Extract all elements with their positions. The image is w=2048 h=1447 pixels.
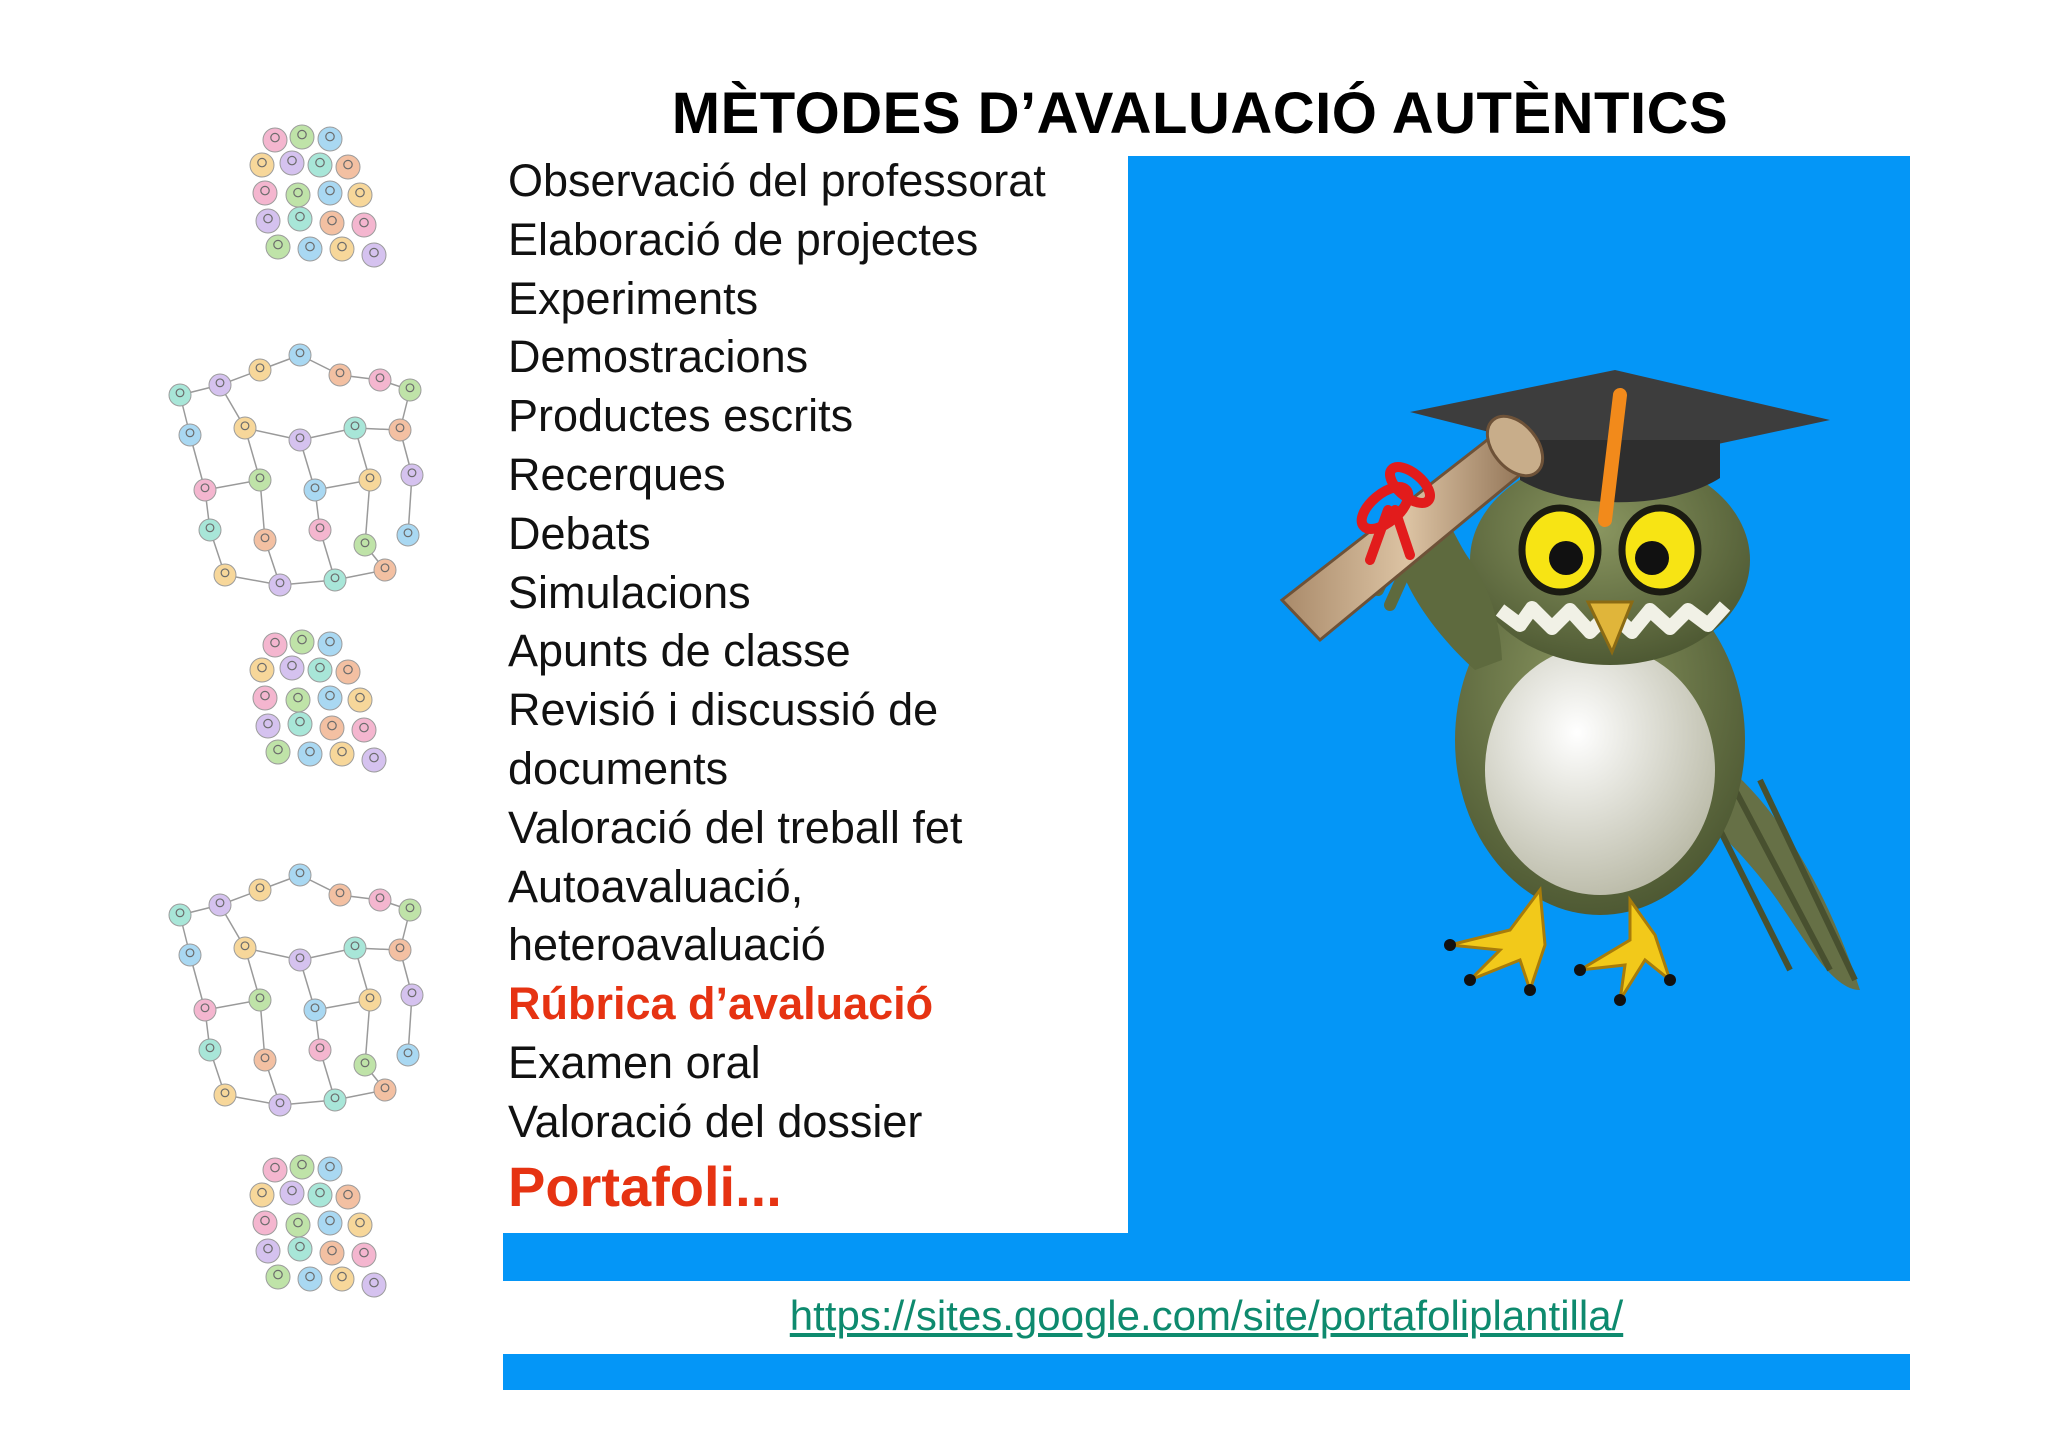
person-bubble	[263, 1158, 287, 1182]
person-bubble	[397, 524, 419, 546]
person-bubble	[352, 213, 376, 237]
people-network-1	[169, 344, 423, 596]
person-bubble	[389, 419, 411, 441]
person-bubble	[352, 718, 376, 742]
person-bubble	[266, 235, 290, 259]
person-bubble	[336, 1185, 360, 1209]
person-bubble	[209, 894, 231, 916]
person-bubble	[169, 904, 191, 926]
person-bubble	[169, 384, 191, 406]
method-item: Simulacions	[508, 566, 751, 618]
person-bubble	[194, 479, 216, 501]
person-bubble	[308, 153, 332, 177]
person-bubble	[330, 1267, 354, 1291]
person-bubble	[194, 999, 216, 1021]
person-bubble	[336, 660, 360, 684]
person-bubble	[397, 1044, 419, 1066]
method-item: Autoavaluació,	[508, 860, 804, 912]
person-bubble	[336, 155, 360, 179]
person-bubble	[330, 742, 354, 766]
person-bubble	[318, 127, 342, 151]
person-bubble	[254, 529, 276, 551]
method-item: Experiments	[508, 272, 759, 324]
method-item-portfolio: Portafoli...	[508, 1154, 782, 1218]
people-network-illustration	[150, 115, 450, 1390]
person-bubble	[362, 243, 386, 267]
person-bubble	[290, 125, 314, 149]
person-bubble	[250, 658, 274, 682]
person-bubble	[320, 211, 344, 235]
method-item: Observació del professorat	[508, 155, 1046, 206]
method-item: Recerques	[508, 448, 726, 500]
assessment-methods-list	[508, 152, 1046, 1222]
person-bubble	[288, 1237, 312, 1261]
graduate-owl-illustration	[1270, 370, 1880, 1020]
person-bubble	[399, 899, 421, 921]
person-bubble	[320, 716, 344, 740]
person-bubble	[308, 658, 332, 682]
people-network-2	[169, 864, 423, 1116]
person-bubble	[286, 183, 310, 207]
person-bubble	[256, 714, 280, 738]
person-bubble	[348, 688, 372, 712]
person-bubble	[344, 937, 366, 959]
owl-belly	[1485, 645, 1715, 895]
person-bubble	[280, 151, 304, 175]
person-bubble	[354, 534, 376, 556]
person-bubble	[359, 989, 381, 1011]
person-bubble	[318, 1157, 342, 1181]
person-bubble	[289, 949, 311, 971]
person-bubble	[324, 1089, 346, 1111]
people-cluster-2	[250, 630, 386, 772]
blue-footer-band	[503, 1233, 1910, 1281]
person-bubble	[369, 369, 391, 391]
slide-title: MÈTODES D’AVALUACIÓ AUTÈNTICS	[671, 81, 1729, 146]
people-cluster-3	[250, 1155, 386, 1297]
person-bubble	[369, 889, 391, 911]
person-bubble	[253, 181, 277, 205]
person-bubble	[318, 632, 342, 656]
method-item: Debats	[508, 507, 651, 559]
method-item: Valoració del treball fet	[508, 801, 963, 853]
people-cluster-1	[250, 125, 386, 267]
person-bubble	[249, 879, 271, 901]
person-bubble	[309, 1039, 331, 1061]
person-bubble	[362, 748, 386, 772]
person-bubble	[179, 944, 201, 966]
person-bubble	[318, 1211, 342, 1235]
method-item: heteroavaluació	[508, 919, 826, 971]
person-bubble	[374, 1079, 396, 1101]
person-bubble	[214, 1084, 236, 1106]
person-bubble	[269, 574, 291, 596]
person-bubble	[250, 153, 274, 177]
person-bubble	[318, 181, 342, 205]
method-item: Elaboració de projectes	[508, 213, 979, 265]
person-bubble	[288, 207, 312, 231]
person-bubble	[179, 424, 201, 446]
person-bubble	[290, 630, 314, 654]
method-item: Examen oral	[508, 1036, 761, 1088]
person-bubble	[256, 1239, 280, 1263]
person-bubble	[249, 359, 271, 381]
person-bubble	[389, 939, 411, 961]
method-item: Apunts de classe	[508, 625, 851, 677]
person-bubble	[401, 984, 423, 1006]
person-bubble	[362, 1273, 386, 1297]
person-bubble	[253, 1211, 277, 1235]
method-item: Productes escrits	[508, 390, 854, 442]
person-bubble	[304, 999, 326, 1021]
person-bubble	[329, 884, 351, 906]
person-bubble	[289, 429, 311, 451]
method-item-rubric: Rúbrica d’avaluació	[508, 978, 934, 1030]
person-bubble	[266, 740, 290, 764]
person-bubble	[348, 1213, 372, 1237]
person-bubble	[318, 686, 342, 710]
person-bubble	[374, 559, 396, 581]
person-bubble	[289, 344, 311, 366]
person-bubble	[280, 656, 304, 680]
person-bubble	[234, 417, 256, 439]
person-bubble	[263, 633, 287, 657]
portfolio-template-link[interactable]: https://sites.google.com/site/portafoliplantilla/	[789, 1292, 1624, 1339]
person-bubble	[298, 1267, 322, 1291]
method-item: documents	[508, 742, 729, 794]
person-bubble	[352, 1243, 376, 1267]
person-bubble	[286, 688, 310, 712]
person-bubble	[199, 519, 221, 541]
person-bubble	[354, 1054, 376, 1076]
person-bubble	[214, 564, 236, 586]
blue-bottom-band	[503, 1354, 1910, 1390]
person-bubble	[348, 183, 372, 207]
person-bubble	[324, 569, 346, 591]
person-bubble	[209, 374, 231, 396]
method-item: Valoració del dossier	[508, 1095, 923, 1147]
person-bubble	[320, 1241, 344, 1265]
person-bubble	[330, 237, 354, 261]
method-item: Demostracions	[508, 331, 809, 383]
owl-right-pupil	[1635, 541, 1669, 575]
method-item: Revisió i discussió de	[508, 684, 939, 736]
person-bubble	[304, 479, 326, 501]
person-bubble	[266, 1265, 290, 1289]
person-bubble	[256, 209, 280, 233]
person-bubble	[344, 417, 366, 439]
person-bubble	[401, 464, 423, 486]
person-bubble	[359, 469, 381, 491]
person-bubble	[234, 937, 256, 959]
person-bubble	[286, 1213, 310, 1237]
person-bubble	[290, 1155, 314, 1179]
person-bubble	[250, 1183, 274, 1207]
person-bubble	[288, 712, 312, 736]
person-bubble	[263, 128, 287, 152]
person-bubble	[253, 686, 277, 710]
person-bubble	[280, 1181, 304, 1205]
person-bubble	[269, 1094, 291, 1116]
owl-left-pupil	[1549, 541, 1583, 575]
person-bubble	[298, 742, 322, 766]
person-bubble	[308, 1183, 332, 1207]
person-bubble	[254, 1049, 276, 1071]
person-bubble	[289, 864, 311, 886]
person-bubble	[329, 364, 351, 386]
person-bubble	[199, 1039, 221, 1061]
person-bubble	[298, 237, 322, 261]
person-bubble	[249, 989, 271, 1011]
person-bubble	[399, 379, 421, 401]
person-bubble	[249, 469, 271, 491]
person-bubble	[309, 519, 331, 541]
